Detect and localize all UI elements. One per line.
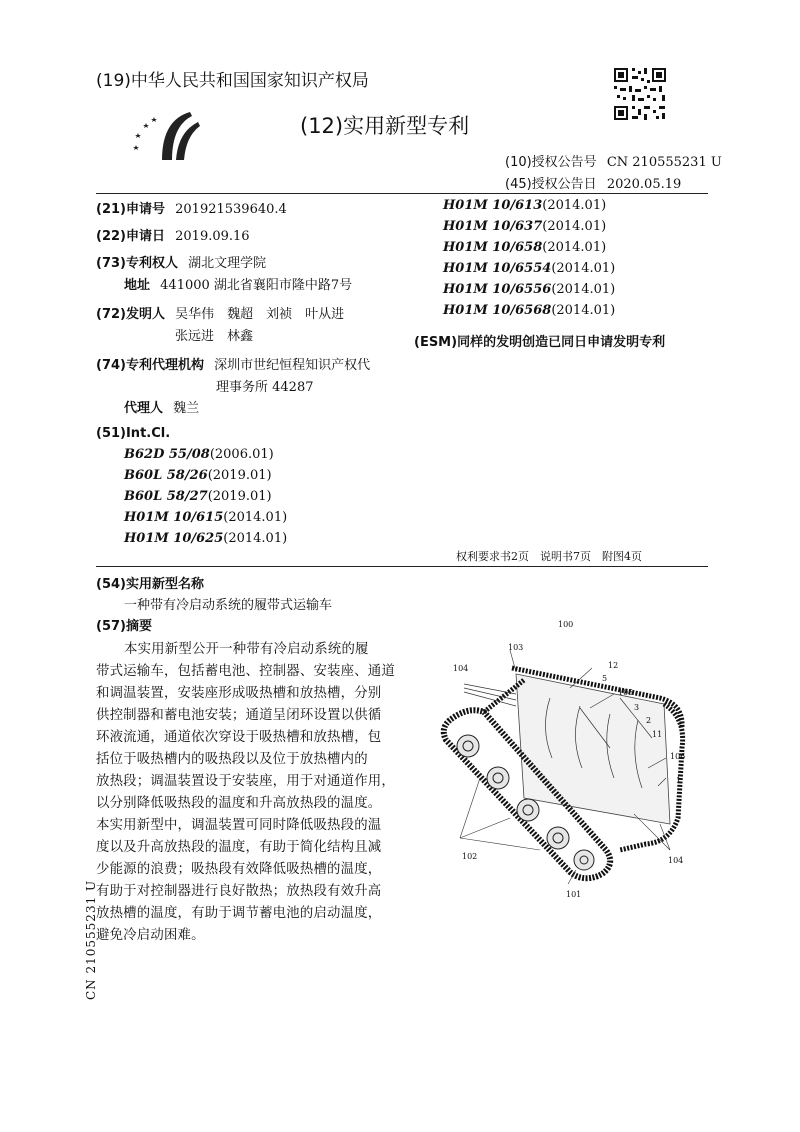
abstract-line: 带式运输车，包括蓄电池、控制器、安装座、通道 bbox=[96, 664, 395, 679]
figure-label: 1 bbox=[676, 776, 682, 785]
app-date-label: (22)申请日 bbox=[96, 229, 165, 244]
figure-label: 106 bbox=[670, 752, 686, 761]
int-cl-item: B60L 58/26(2019.01) bbox=[124, 468, 272, 483]
figure-label: 100 bbox=[558, 620, 574, 629]
abstract-line: 供控制器和蓄电池安装；通道呈闭环设置以供循 bbox=[96, 708, 382, 723]
inventors-line2: 张远进 林鑫 bbox=[175, 329, 254, 344]
int-cl-item: B60L 58/27(2019.01) bbox=[124, 489, 272, 504]
pub-date-label: (45)授权公告日 bbox=[505, 177, 597, 192]
figure-label: 104 bbox=[668, 856, 684, 865]
abstract-line: 本实用新型公开一种带有冷启动系统的履 bbox=[124, 642, 369, 657]
abstract-line: 放热段；调温装置设于安装座，用于对通道作用， bbox=[96, 774, 395, 789]
inventors-line1: 吴华伟 魏超 刘祯 叶从进 bbox=[175, 307, 345, 322]
ipc-item: H01M 10/6556(2014.01) bbox=[443, 282, 616, 297]
abstract-line: 括位于吸热槽内的吸热段以及位于放热槽内的 bbox=[96, 752, 368, 767]
esm-note: (ESM)同样的发明创造已同日申请发明专利 bbox=[414, 335, 666, 350]
app-date: 2019.09.16 bbox=[175, 229, 250, 244]
figure-label: 101 bbox=[566, 890, 582, 899]
figure-label: 104 bbox=[453, 664, 469, 673]
patentee-label: (73)专利权人 bbox=[96, 256, 178, 271]
abstract-line: 本实用新型中，调温装置可同时降低吸热段的温 bbox=[96, 818, 382, 833]
utility-model-title: 一种带有冷启动系统的履带式运输车 bbox=[124, 598, 333, 613]
figure-label: 2 bbox=[646, 716, 652, 725]
int-cl-item: H01M 10/625(2014.01) bbox=[124, 531, 288, 546]
ipc-item: H01M 10/658(2014.01) bbox=[443, 240, 607, 255]
figure-label: 103 bbox=[508, 643, 524, 652]
figure-label: 102 bbox=[462, 852, 478, 861]
cnipa-logo-icon bbox=[130, 108, 210, 170]
header-divider bbox=[96, 193, 708, 194]
agent-label: 代理人 bbox=[124, 401, 164, 416]
figure-label: 105 bbox=[618, 688, 634, 697]
figure-label: 12 bbox=[608, 661, 619, 670]
int-cl-item: B62D 55/08(2006.01) bbox=[124, 447, 274, 462]
abstract-line: 放热槽的温度，有助于调节蓄电池的启动温度， bbox=[96, 906, 382, 921]
agency-label: (74)专利代理机构 bbox=[96, 358, 204, 373]
authority-title: (19)中华人民共和国国家知识产权局 bbox=[96, 71, 369, 91]
ipc-item: H01M 10/637(2014.01) bbox=[443, 219, 607, 234]
side-publication-number: CN 210555231 U bbox=[84, 879, 98, 1000]
abstract-line: 避免冷启动困难。 bbox=[96, 928, 205, 943]
agency-line1: 深圳市世纪恒程知识产权代 bbox=[214, 358, 371, 373]
address: 441000 湖北省襄阳市隆中路7号 bbox=[160, 278, 353, 293]
figure-label: 3 bbox=[634, 703, 640, 712]
utility-model-title-label: (54)实用新型名称 bbox=[96, 577, 204, 592]
inventors-label: (72)发明人 bbox=[96, 307, 165, 322]
abstract-label: (57)摘要 bbox=[96, 619, 152, 634]
abstract-line: 少能源的浪费；吸热段有效降低吸热槽的温度， bbox=[96, 862, 382, 877]
pub-no-label: (10)授权公告号 bbox=[505, 155, 597, 170]
abstract-line: 度以及升高放热段的温度，有助于简化结构且减 bbox=[96, 840, 382, 855]
qr-code-icon bbox=[612, 66, 668, 122]
int-cl-label: (51)Int.Cl. bbox=[96, 426, 171, 441]
figure-label: 5 bbox=[602, 674, 608, 683]
ipc-item: H01M 10/6568(2014.01) bbox=[443, 303, 616, 318]
agent: 魏兰 bbox=[173, 401, 200, 416]
address-label: 地址 bbox=[124, 278, 151, 293]
abstract-line: 和调温装置，安装座形成吸热槽和放热槽，分别 bbox=[96, 686, 382, 701]
abstract-line: 有助于对控制器进行良好散热；放热段有效升高 bbox=[96, 884, 382, 899]
app-no-label: (21)申请号 bbox=[96, 202, 165, 217]
pub-no: CN 210555231 U bbox=[606, 155, 722, 170]
agency-line2: 理事务所 44287 bbox=[216, 380, 314, 395]
app-no: 201921539640.4 bbox=[175, 202, 287, 217]
pub-date: 2020.05.19 bbox=[606, 177, 682, 192]
patentee: 湖北文理学院 bbox=[188, 256, 267, 271]
int-cl-item: H01M 10/615(2014.01) bbox=[124, 510, 288, 525]
pages-info: 权利要求书2页 说明书7页 附图4页 bbox=[456, 550, 642, 563]
patent-type-title: (12)实用新型专利 bbox=[300, 114, 470, 138]
figure-label: 11 bbox=[652, 730, 663, 739]
abstract-line: 以分别降低吸热段的温度和升高放热段的温度。 bbox=[96, 796, 382, 811]
ipc-item: H01M 10/613(2014.01) bbox=[443, 198, 607, 213]
abstract-line: 环液流通，通道依次穿设于吸热槽和放热槽，包 bbox=[96, 730, 382, 745]
info-divider bbox=[96, 566, 708, 567]
ipc-item: H01M 10/6554(2014.01) bbox=[443, 261, 616, 276]
